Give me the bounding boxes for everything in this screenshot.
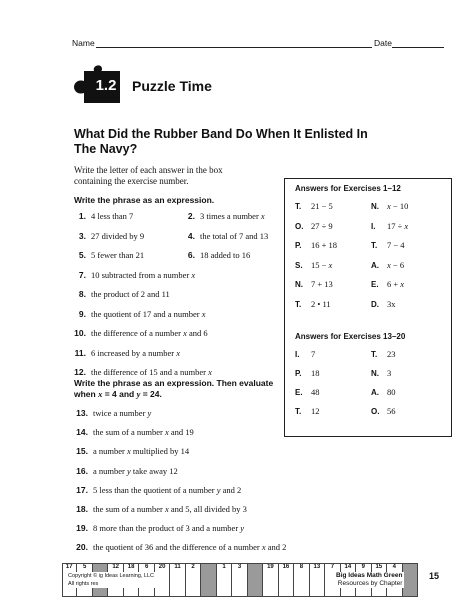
exercise-number: 6.: [187, 250, 195, 260]
resources-label: Resources by Chapter: [337, 580, 403, 587]
answer-choice: [295, 349, 315, 359]
answer-value: 56: [387, 406, 396, 416]
exercise-item: [74, 211, 133, 221]
exercise-number: 1.: [78, 211, 86, 221]
answer-choice: [295, 299, 331, 309]
exercise-item: [74, 542, 286, 552]
answer-value: 18: [311, 368, 320, 378]
answer-value: 16 + 18: [311, 240, 338, 250]
exercise-number: 3.: [78, 230, 86, 241]
exercise-text: twice a number y: [93, 408, 152, 418]
answer-value: 3: [387, 368, 392, 378]
strip-cell-number: 9: [361, 564, 365, 570]
answer-value: 48: [311, 387, 320, 397]
answer-letter: E.: [295, 388, 303, 397]
exercise-text: 5 less than the quotient of a number y and 2: [93, 484, 242, 495]
exercise-text: a number x multiplied by 14: [93, 446, 190, 457]
exercise-item: [74, 408, 151, 418]
strip-cell-number: 20: [158, 564, 166, 570]
exercise-number: 18.: [76, 504, 88, 514]
exercise-item: [186, 231, 268, 241]
answer-letter: A.: [371, 260, 379, 270]
answer-value: 7: [311, 349, 316, 359]
answer-choice: [371, 299, 396, 309]
exercise-number: 4.: [187, 230, 195, 241]
page-number: 15: [429, 571, 440, 581]
exercise-number: 20.: [76, 542, 88, 553]
strip-cell-number: 4: [392, 564, 396, 570]
strip-cell-number: 1: [222, 564, 226, 570]
answer-choice: [371, 201, 408, 211]
date-label: Date: [374, 38, 392, 48]
answer-letter: I.: [295, 350, 300, 359]
answer-choice: [295, 260, 332, 270]
strip-cell-number: 7: [330, 564, 335, 570]
exercise-item: [186, 211, 265, 221]
answer-value: 27 ÷ 9: [311, 220, 333, 231]
exercise-number: 10.: [74, 328, 86, 338]
exercise-text: the difference of 15 and a number x: [91, 367, 212, 377]
exercise-item: [74, 250, 144, 260]
exercise-text: 8 more than the product of 3 and a number y: [93, 523, 245, 534]
exercise-item: [74, 231, 144, 241]
exercise-item: [74, 328, 208, 338]
answer-choice: [371, 406, 396, 416]
exercise-number: 14.: [76, 427, 88, 438]
strip-cell-number: 2: [191, 564, 195, 570]
answer-value: 3x: [387, 298, 396, 309]
answer-letter: T.: [371, 241, 378, 250]
answer-letter: N.: [371, 202, 379, 211]
answer-value: 6 + x: [387, 279, 405, 289]
exercise-item: [74, 523, 244, 533]
exercise-item: [74, 427, 194, 437]
strip-cell-number: 13: [313, 564, 321, 570]
exercise-item: [74, 504, 247, 514]
exercise-number: 19.: [76, 523, 88, 534]
answer-choice: [371, 240, 405, 250]
exercise-number: 15.: [76, 446, 88, 457]
exercise-text: the quotient of 17 and a number x: [91, 308, 206, 319]
series-name: Big Ideas Math Green: [336, 572, 403, 579]
exercise-text: the sum of a number x and 19: [93, 427, 194, 438]
answer-letter: D.: [371, 299, 379, 309]
answer-letter: P.: [295, 241, 302, 250]
exercise-item: [186, 250, 250, 260]
answer-choice: [371, 260, 404, 270]
exercise-text: 6 increased by a number x: [91, 347, 180, 358]
answer-letter: A.: [371, 388, 379, 397]
exercise-item: [74, 446, 189, 456]
exercise-number: 12.: [74, 367, 86, 377]
strip-cell-number: 19: [267, 564, 274, 570]
date-field[interactable]: [392, 47, 444, 48]
exercise-number: 8.: [78, 289, 86, 299]
exercise-item: [74, 270, 195, 280]
answer-choice: [295, 240, 337, 250]
answer-value: 7 + 13: [311, 279, 333, 289]
exercise-text: the quotient of 36 and the difference of a number x and 2: [93, 542, 287, 553]
resources-text: [334, 572, 404, 588]
answer-choice: [295, 201, 333, 211]
answer-choice: [295, 368, 320, 378]
answers-heading-1: Answers for Exercises 1–12: [295, 184, 401, 193]
answer-letter: T.: [295, 299, 302, 309]
exercise-text: 4 less than 7: [91, 211, 134, 221]
name-label: Name: [72, 38, 95, 48]
exercise-text: 5 fewer than 21: [91, 250, 145, 260]
answer-choice: [371, 368, 391, 378]
exercise-text: the sum of a number x and 5, all divided by 3: [93, 504, 247, 514]
strip-cell-number: 6: [144, 564, 149, 570]
exercise-item: [74, 367, 212, 377]
exercise-item: [74, 485, 241, 495]
strip-cell-number: 14: [344, 564, 352, 570]
strip-cell-number: 11: [174, 564, 181, 570]
answer-letter: T.: [295, 202, 302, 211]
answer-letter: S.: [295, 260, 303, 270]
exercise-item: [74, 289, 170, 299]
exercise-number: 13.: [76, 408, 88, 418]
answer-choice: [371, 279, 404, 289]
strip-cell-number: 12: [112, 564, 119, 570]
instructions-part-2: Write the phrase as an expression. Then evaluate when x = 4 and y = 24.: [74, 378, 274, 399]
answer-choice: [295, 406, 320, 416]
answer-letter: N.: [295, 280, 303, 289]
answer-letter: O.: [295, 221, 304, 231]
answer-choice: [371, 221, 408, 231]
name-field[interactable]: [96, 47, 372, 48]
strip-cell-number: 17: [65, 564, 73, 570]
answer-value: 80: [387, 387, 396, 397]
answer-letter: E.: [371, 280, 379, 289]
answer-value: 15 − x: [311, 259, 333, 270]
answer-letter: O.: [371, 407, 380, 416]
exercise-number: 2.: [187, 211, 195, 221]
answers-heading-2: Answers for Exercises 13–20: [295, 332, 406, 341]
answer-letter: I.: [371, 221, 376, 231]
answer-choice: [295, 279, 333, 289]
intro-text: Write the letter of each answer in the box containing the exercise number.: [74, 165, 223, 186]
answer-choice: [371, 349, 396, 359]
strip-cell-number: 16: [282, 564, 290, 570]
strip-cell-number: 3: [237, 564, 242, 570]
answer-value: 7 − 4: [387, 240, 405, 250]
answer-value: 2 • 11: [311, 298, 331, 309]
answer-value: 23: [387, 349, 396, 359]
section-number: 1.2: [95, 77, 117, 94]
exercise-text: 18 added to 16: [200, 250, 251, 260]
answer-letter: T.: [295, 407, 302, 416]
puzzle-title: Puzzle Time: [132, 78, 212, 94]
strip-cell-number: 8: [299, 564, 304, 570]
exercise-text: 10 subtracted from a number x: [91, 269, 196, 280]
exercise-item: [74, 466, 178, 476]
exercise-text: 3 times a number x: [200, 211, 265, 221]
answer-value: 21 − 5: [311, 201, 333, 211]
strip-cell-number: 5: [83, 564, 87, 570]
exercise-text: 27 divided by 9: [91, 230, 145, 241]
exercise-item: [74, 348, 180, 358]
answer-letter: P.: [295, 369, 302, 378]
exercise-number: 16.: [76, 465, 88, 476]
answer-choice: [371, 387, 396, 397]
answer-letter: N.: [371, 369, 379, 378]
exercise-text: a number y take away 12: [93, 465, 178, 476]
exercise-text: the product of 2 and 11: [91, 289, 170, 299]
strip-cell-number: 15: [375, 564, 383, 570]
exercise-number: 11.: [74, 347, 86, 358]
answer-choice: [295, 387, 320, 397]
answer-choice: [295, 221, 333, 231]
exercise-number: 7.: [78, 269, 86, 280]
answer-value: 17 ÷ x: [387, 220, 409, 231]
answer-letter: T.: [371, 350, 378, 359]
exercise-number: 9.: [78, 308, 86, 319]
exercise-item: [74, 309, 206, 319]
answer-value: x − 6: [387, 259, 405, 270]
answer-value: 12: [311, 406, 320, 416]
exercise-number: 17.: [76, 484, 88, 495]
exercise-number: 5.: [78, 250, 86, 260]
exercise-text: the total of 7 and 13: [200, 230, 269, 241]
copyright-text: Copyright © ig Ideas Learning, LLC All rights res: [68, 573, 154, 587]
riddle-question: What Did the Rubber Band Do When It Enlisted In The Navy?: [74, 127, 368, 156]
answers-box: [284, 178, 452, 437]
instructions-part-1: Write the phrase as an expression.: [74, 195, 215, 205]
answer-value: x − 10: [387, 201, 409, 211]
strip-cell-number: 18: [127, 564, 135, 570]
exercise-text: the difference of a number x and 6: [91, 328, 208, 338]
